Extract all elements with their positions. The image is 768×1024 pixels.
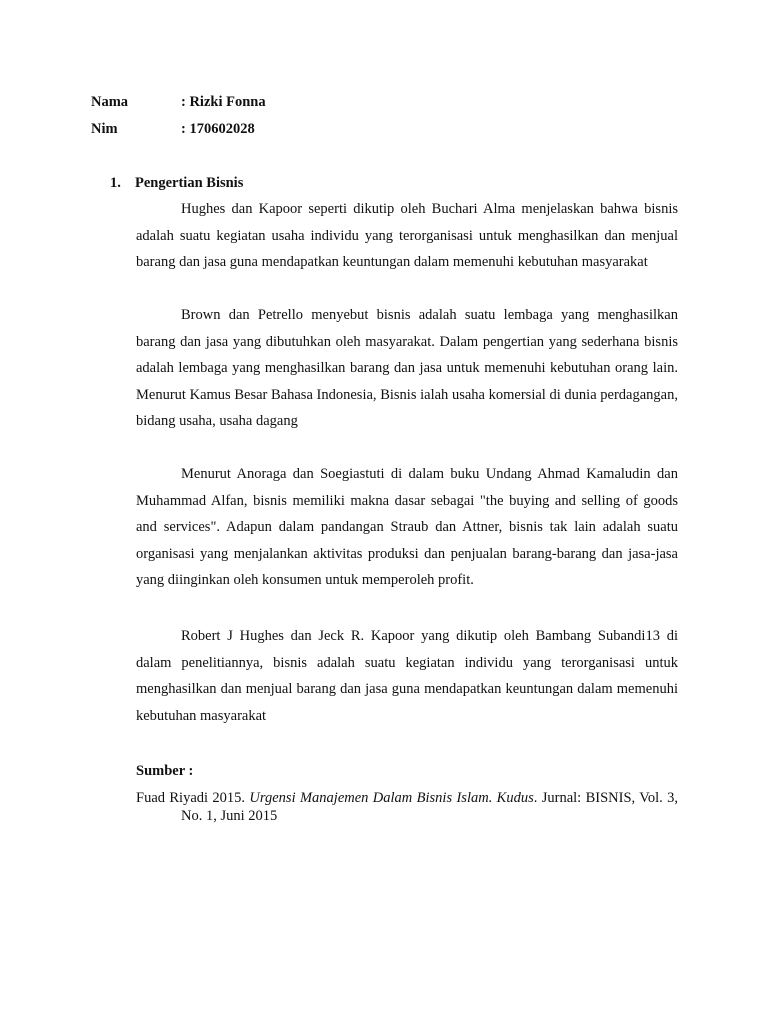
nim-value: : 170602028 — [181, 121, 255, 137]
name-row — [91, 93, 266, 111]
reference-entry — [136, 789, 678, 825]
nim-label: Nim — [91, 121, 118, 137]
sources-title: Sumber : — [136, 763, 194, 779]
paragraph-3: Menurut Anoraga dan Soegiastuti di dalam buku Undang Ahmad Kamaludin dan Muhammad Alfan, bisnis memiliki makna dasar sebagai "the buying and selling of goods and services". Adapun dalam pandangan Straub dan Attner, bisnis tak lain adalah suatu organisasi yang menjalankan aktivitas produksi dan penjualan barang-barang dan jasa-jasa yang diinginkan oleh konsumen untuk memperoleh profit. — [136, 466, 678, 588]
paragraph-4: Robert J Hughes dan Jeck R. Kapoor yang dikutip oleh Bambang Subandi13 di dalam penelitiannya, bisnis adalah suatu kegiatan individu yang terorganisasi untuk menghasilkan dan menjual barang dan jasa guna mendapatkan keuntungan dalam memenuhi kebutuhan masyarakat — [136, 628, 678, 724]
reference-journal: . Jurnal: BISNIS, Vol. 3, No. 1, Juni 2015 — [181, 790, 679, 824]
section-heading — [110, 174, 243, 192]
reference-author-year: Fuad Riyadi 2015. — [136, 790, 250, 806]
name-label: Nama — [91, 94, 129, 110]
section-number: 1. — [110, 175, 121, 191]
name-value: : Rizki Fonna — [181, 94, 266, 110]
section-title: Pengertian Bisnis — [135, 175, 244, 191]
paragraph-1: Hughes dan Kapoor seperti dikutip oleh Buchari Alma menjelaskan bahwa bisnis adalah suatu kegiatan usaha individu yang terorganisasi untuk menghasilkan dan menjual barang dan jasa guna mendapatkan keuntungan dalam memenuhi kebutuhan masyarakat — [136, 201, 678, 270]
nim-row — [91, 120, 255, 138]
paragraph-2: Brown dan Petrello menyebut bisnis adalah suatu lembaga yang menghasilkan barang dan jasa yang dibutuhkan oleh masyarakat. Dalam pengertian yang sederhana bisnis adalah lembaga yang menghasilkan barang dan jasa untuk memenuhi kebutuhan orang lain. Menurut Kamus Besar Bahasa Indonesia, Bisnis ialah usaha komersial di dunia perdagangan, bidang usaha, usaha dagang — [136, 307, 678, 429]
reference-title: Urgensi Manajemen Dalam Bisnis Islam. Kudus — [249, 790, 534, 806]
